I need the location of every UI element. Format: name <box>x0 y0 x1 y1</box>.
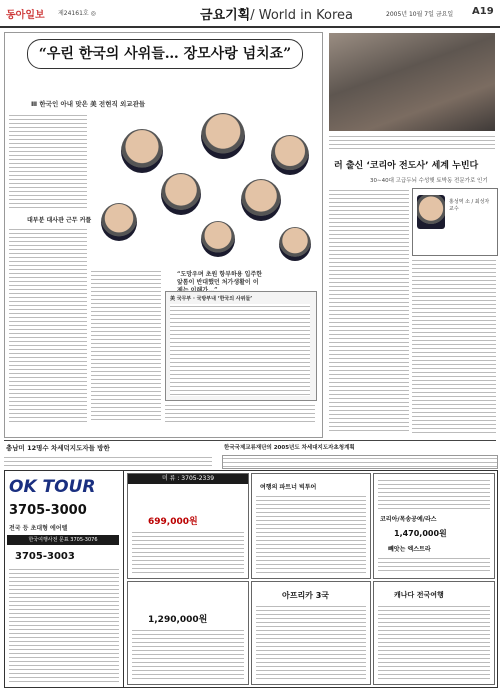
portrait-photo <box>201 113 245 159</box>
profile-box <box>412 188 498 256</box>
body-text-column <box>9 113 87 209</box>
portrait-photo <box>201 221 235 257</box>
table-rows <box>170 304 310 396</box>
section-main: 금요기획 <box>200 8 251 23</box>
table-title: 美 국무부 · 국방부내 ‘한국의 사위들’ <box>170 296 253 302</box>
travel-ad-title: 아프리카 3국 <box>282 591 329 600</box>
newspaper-logo: 동아일보 <box>6 10 45 21</box>
travel-ad-title: 코리아/목송공예/라스 <box>380 516 437 523</box>
travel-ad-details <box>132 628 244 680</box>
travel-ad-details <box>256 604 366 680</box>
portrait-photo <box>279 227 311 261</box>
bottom-news-table <box>222 455 498 469</box>
ok-tour-listings <box>9 567 119 683</box>
issue-number: 제24161호 ◎ <box>58 10 96 17</box>
portrait-photo <box>161 173 201 215</box>
right-subhead: 30∼40대 고급두뇌 수성햇 토박동 전문가로 인기 <box>370 178 488 184</box>
travel-ad-details <box>132 530 244 574</box>
travel-ad-title: 빼앗는 엑스트라 <box>388 546 431 553</box>
section-title <box>200 4 353 23</box>
portrait-photo <box>417 195 445 229</box>
bottom-news-text <box>4 455 212 467</box>
advertisements <box>4 470 498 688</box>
body-text-column <box>9 227 87 423</box>
ok-tour-phone-2: 3705-3003 <box>15 551 75 562</box>
travel-ad <box>251 581 371 685</box>
ok-tour-logo: OK TOUR <box>9 477 96 497</box>
portrait-photo <box>241 179 281 221</box>
travel-ad <box>373 473 495 579</box>
travel-ad-price: 699,000원 <box>148 517 198 527</box>
right-body-text <box>329 188 409 434</box>
travel-ad <box>127 473 249 579</box>
right-headline: 러 출신 ‘코리아 전도사’ 세계 누빈다 <box>334 161 479 171</box>
travel-ad-title: 미 류 : 3705-2339 <box>128 474 248 484</box>
travel-ad <box>127 581 249 685</box>
bottom-headline-left: 충남미 12명수 차세덕지도자들 방한 <box>6 444 110 452</box>
portrait-photo <box>121 129 163 173</box>
ok-tour-bar: 한국여행사전 문표 3705-3076 <box>7 535 119 545</box>
travel-ad-details <box>378 556 490 574</box>
issue-date: 2005년 10월 7일 금요일 <box>386 11 454 18</box>
bottom-headline-right: 한국국제교류재단의 2005년도 차세대지도자초청계획 <box>224 445 355 451</box>
travel-ad-details <box>256 494 366 574</box>
feature-article <box>4 32 323 438</box>
pull-quote: “도망우며 초원 항부하용 입주한 앞톰이 반대했던 처가생활이 이 <box>177 271 263 286</box>
travel-ad <box>251 473 371 579</box>
bottom-news-band <box>4 440 496 455</box>
right-body-text <box>412 258 496 434</box>
ok-tour-ad <box>5 471 124 687</box>
body-text-column <box>91 269 161 423</box>
page-number: A19 <box>472 6 494 17</box>
portrait-collage <box>91 111 317 267</box>
feature-headline: “우린 한국의 사위들… 장모사랑 넘치죠” <box>27 39 303 69</box>
section-sub: / World in Korea <box>250 8 353 23</box>
body-text-column <box>165 403 315 425</box>
travel-ad-details <box>378 478 490 510</box>
group-photo <box>329 33 495 131</box>
feature-deck: Ⅲ 한국인 아내 맞은 美 전현직 외교관들 <box>31 100 146 108</box>
travel-ad-title: 여행의 파트너 빅투어 <box>260 484 317 491</box>
ok-tour-phone: 3705-3000 <box>9 503 87 518</box>
travel-ad-price: 1,290,000원 <box>148 615 208 625</box>
travel-ad <box>373 581 495 685</box>
travel-ad-title: 캐나다 전국여행 <box>394 591 444 599</box>
ok-tour-tagline: 전국 등 초대형 에어텔 <box>9 525 68 532</box>
travel-ad-details <box>378 604 490 680</box>
feature-subhead: 대부분 대사관 근무 커플 <box>27 217 92 224</box>
portrait-photo <box>271 135 309 175</box>
profile-caption: 홍성역 소 / 최성자 교수 <box>449 199 490 212</box>
travel-ad-price: 1,470,000원 <box>394 529 447 538</box>
portrait-photo <box>101 203 137 241</box>
masthead <box>0 0 500 28</box>
photo-caption <box>329 134 495 152</box>
diplomat-table <box>165 291 317 401</box>
